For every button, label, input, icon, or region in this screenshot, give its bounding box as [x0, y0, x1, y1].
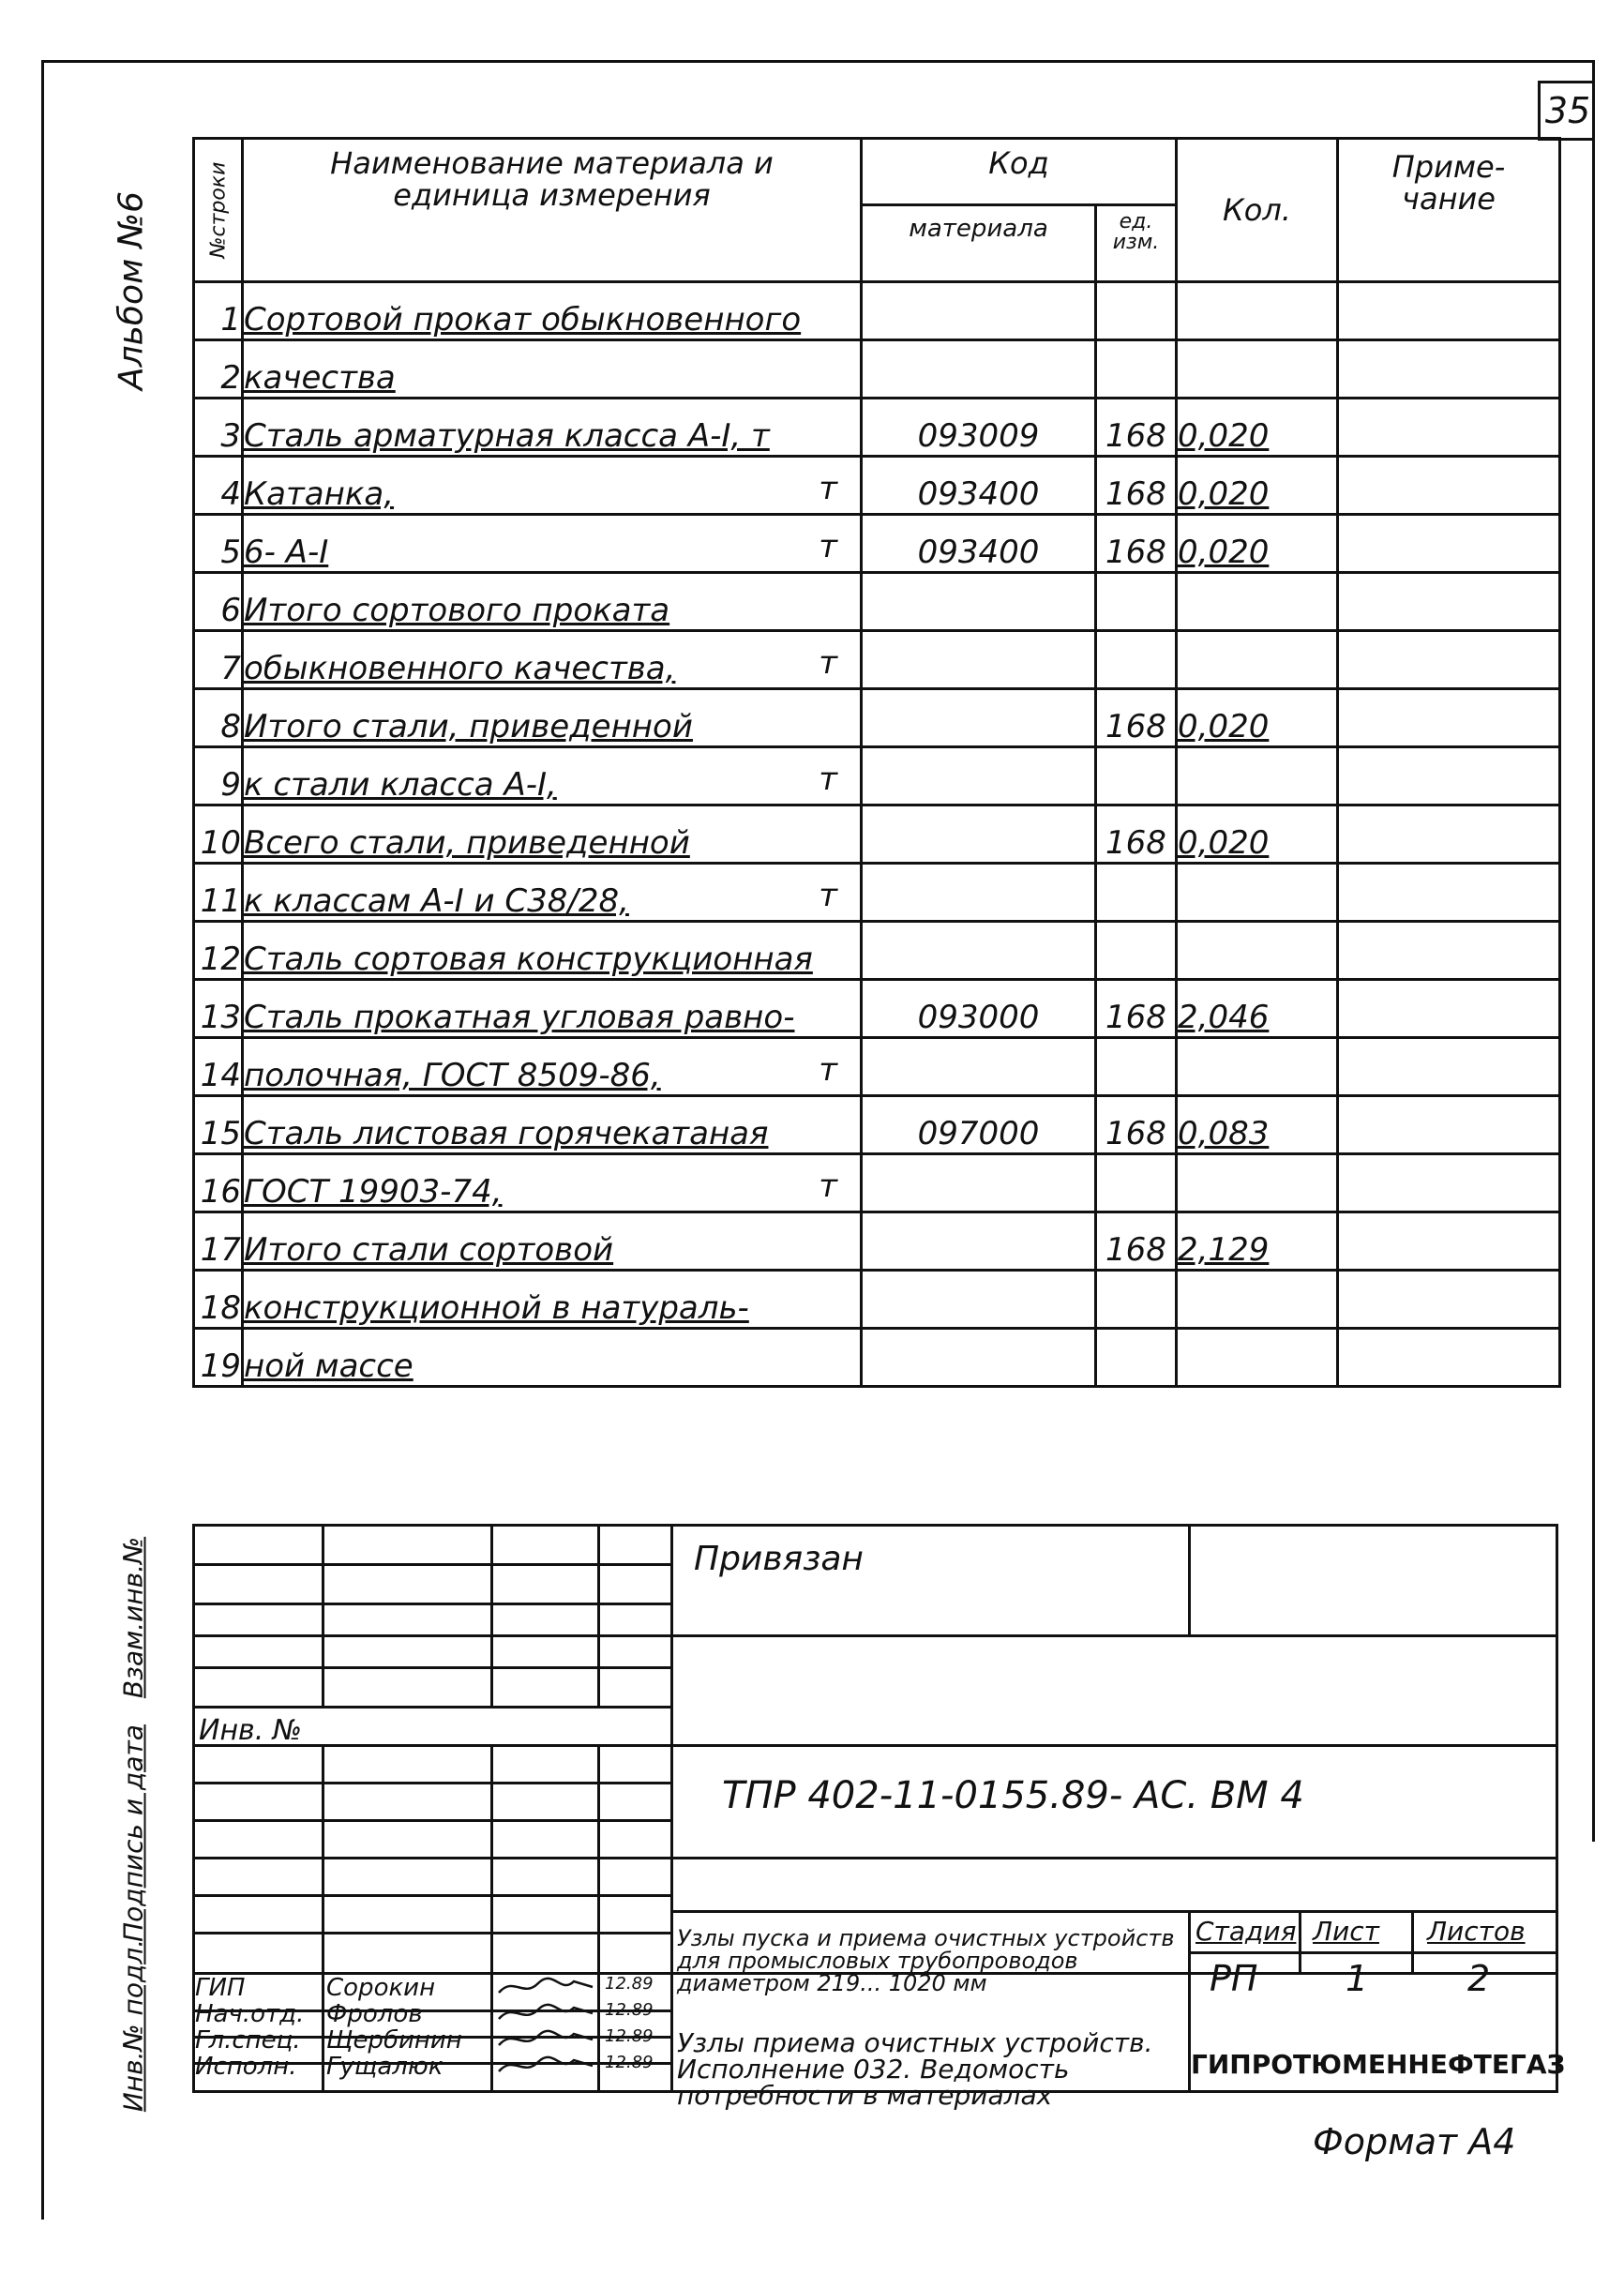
description-top: Узлы пуска и приема очистных устройств для промысловых трубопроводов диаметром 219... 1020 мм — [677, 1925, 1175, 1996]
note — [1338, 922, 1560, 980]
note — [1338, 1038, 1560, 1096]
quantity: 2,046 — [1177, 980, 1338, 1038]
header-note-text: Приме-чание — [1391, 149, 1506, 217]
materials-table — [192, 137, 1561, 1491]
unit-code — [1096, 922, 1177, 980]
note — [1338, 1271, 1560, 1329]
unit-code: 168 — [1096, 1096, 1177, 1154]
material-code — [862, 689, 1096, 747]
signer-name: Гущалюк — [326, 2053, 444, 2081]
material-code — [862, 1212, 1096, 1271]
format-label: Формат А4 — [1313, 2121, 1516, 2162]
material-code — [862, 747, 1096, 805]
signer-name: Щербинин — [326, 2026, 462, 2055]
page-number: 35 — [1538, 81, 1595, 141]
signer-date: 12.89 — [605, 2000, 654, 2020]
quantity: 2,129 — [1177, 1212, 1338, 1271]
album-title — [94, 159, 169, 422]
signer-date: 12.89 — [605, 2026, 654, 2046]
material-unit: т — [819, 1051, 837, 1089]
row-number: 3 — [194, 399, 243, 457]
row-number: 1 — [194, 282, 243, 340]
quantity: 0,020 — [1177, 399, 1338, 457]
material-name — [243, 515, 862, 573]
table-row — [194, 689, 1560, 747]
row-number: 14 — [194, 1038, 243, 1096]
row-number: 8 — [194, 689, 243, 747]
note — [1338, 515, 1560, 573]
stage-label: Стадия — [1195, 1916, 1297, 1947]
row-number: 11 — [194, 864, 243, 922]
signature-icon — [495, 2053, 598, 2079]
material-unit: т — [819, 1167, 837, 1205]
note — [1338, 399, 1560, 457]
row-number: 19 — [194, 1329, 243, 1387]
tb-line — [670, 1524, 673, 2093]
material-code — [862, 340, 1096, 399]
material-name-text: качества — [244, 359, 396, 397]
unit-code: 168 — [1096, 515, 1177, 573]
row-number: 15 — [194, 1096, 243, 1154]
tb-line — [192, 1857, 1558, 1859]
note — [1338, 1212, 1560, 1271]
quantity — [1177, 1154, 1338, 1212]
material-name-text: полочная, ГОСТ 8509-86, — [244, 1057, 661, 1094]
tb-line — [1188, 1951, 1558, 1954]
quantity: 0,083 — [1177, 1096, 1338, 1154]
quantity — [1177, 864, 1338, 922]
quantity — [1177, 631, 1338, 689]
tb-line — [1411, 1910, 1414, 1972]
quantity — [1177, 1329, 1338, 1387]
sheets-value: 2 — [1467, 1958, 1491, 1999]
signature-icon — [495, 2026, 598, 2053]
table-row — [194, 1271, 1560, 1329]
material-code: 093009 — [862, 399, 1096, 457]
unit-code: 168 — [1096, 805, 1177, 864]
material-name-text: Всего стали, приведенной — [244, 824, 690, 862]
tb-line — [322, 1744, 324, 2093]
material-name-text: Сталь прокатная угловая равно- — [244, 999, 795, 1036]
material-code — [862, 1329, 1096, 1387]
material-name-text: Итого сортового проката — [244, 592, 670, 629]
table-row — [194, 1329, 1560, 1387]
tb-line — [490, 1524, 493, 1706]
material-name — [243, 922, 862, 980]
header-name — [243, 139, 862, 282]
material-name — [243, 1038, 862, 1096]
material-name — [243, 864, 862, 922]
material-name — [243, 631, 862, 689]
tb-line — [322, 1524, 324, 1706]
table-row — [194, 922, 1560, 980]
signer-role: Нач.отд. — [195, 2000, 305, 2028]
signer-name: Сорокин — [326, 1974, 436, 2002]
header-code — [862, 139, 1177, 205]
side-stamp-1 — [105, 1524, 161, 1711]
material-name — [243, 689, 862, 747]
material-name-text: ГОСТ 19903-74, — [244, 1173, 503, 1211]
unit-code — [1096, 631, 1177, 689]
note — [1338, 747, 1560, 805]
material-name — [243, 1271, 862, 1329]
tb-line — [1299, 1910, 1301, 1972]
material-name — [243, 1096, 862, 1154]
signature-icon — [495, 1974, 598, 2000]
material-unit: т — [819, 644, 837, 682]
table-row — [194, 980, 1560, 1038]
material-name-text: Сталь сортовая конструкционная — [244, 941, 813, 978]
header-code-material-text: материала — [909, 215, 1048, 243]
material-code — [862, 1271, 1096, 1329]
sheet-label: Лист — [1313, 1916, 1379, 1947]
header-name-text: Наименование материала и единица измерения — [330, 145, 774, 213]
unit-code — [1096, 747, 1177, 805]
row-number: 5 — [194, 515, 243, 573]
table-row — [194, 631, 1560, 689]
material-code — [862, 864, 1096, 922]
stage-value: РП — [1210, 1958, 1258, 1999]
signer-role: Гл.спец. — [195, 2026, 301, 2055]
unit-code: 168 — [1096, 399, 1177, 457]
note — [1338, 1096, 1560, 1154]
table-trailing-space — [194, 1387, 1560, 1492]
tb-line — [670, 1910, 1558, 1913]
material-name — [243, 980, 862, 1038]
signer-role: Исполн. — [195, 2053, 297, 2081]
row-number: 12 — [194, 922, 243, 980]
row-number: 4 — [194, 457, 243, 515]
material-name — [243, 340, 862, 399]
row-number: 16 — [194, 1154, 243, 1212]
note — [1338, 1329, 1560, 1387]
signer-date: 12.89 — [605, 2053, 654, 2072]
material-unit: т — [819, 877, 837, 914]
tb-line — [670, 1744, 1558, 1747]
privyazan-label: Привязан — [694, 1540, 864, 1578]
material-code — [862, 922, 1096, 980]
unit-code — [1096, 573, 1177, 631]
material-name — [243, 805, 862, 864]
table-row — [194, 282, 1560, 340]
unit-code — [1096, 1329, 1177, 1387]
material-code — [862, 805, 1096, 864]
quantity: 0,020 — [1177, 515, 1338, 573]
material-name — [243, 1329, 862, 1387]
table-row — [194, 399, 1560, 457]
sheet-value: 1 — [1346, 1958, 1369, 1999]
signer-name: Фролов — [326, 2000, 423, 2028]
material-name-text: конструкционной в натураль- — [244, 1289, 749, 1327]
material-unit: т — [819, 528, 837, 565]
document-code: ТПР 402-11-0155.89- АС. ВМ 4 — [722, 1774, 1304, 1817]
unit-code — [1096, 864, 1177, 922]
header-qty — [1177, 139, 1338, 282]
row-number: 13 — [194, 980, 243, 1038]
material-name-text: к классам А-I и С38/28, — [244, 882, 629, 920]
drawing-frame-right — [1592, 60, 1595, 1842]
material-code — [862, 1038, 1096, 1096]
side-stamp-2-text: Подпись и дата — [117, 1724, 149, 1942]
table-row — [194, 747, 1560, 805]
header-code-material — [862, 205, 1096, 282]
note — [1338, 980, 1560, 1038]
signature-icon — [495, 2000, 598, 2026]
tb-line — [490, 1744, 493, 2093]
quantity — [1177, 340, 1338, 399]
material-name — [243, 1154, 862, 1212]
material-name-text: Итого стали сортовой — [244, 1231, 614, 1269]
material-name-text: Катанка, — [244, 475, 395, 513]
note — [1338, 573, 1560, 631]
header-note — [1338, 139, 1560, 282]
tb-line — [1556, 1524, 1558, 2093]
quantity: 0,020 — [1177, 805, 1338, 864]
tb-line — [597, 1524, 600, 1706]
material-code: 093000 — [862, 980, 1096, 1038]
note — [1338, 340, 1560, 399]
unit-code: 168 — [1096, 457, 1177, 515]
table-row — [194, 805, 1560, 864]
row-number: 18 — [194, 1271, 243, 1329]
unit-code — [1096, 1154, 1177, 1212]
material-name-text: ной массе — [244, 1347, 414, 1385]
quantity — [1177, 1271, 1338, 1329]
material-name-text: 6- А-I — [244, 534, 329, 571]
material-name-text: обыкновенного качества, — [244, 650, 676, 687]
quantity — [1177, 282, 1338, 340]
organization-name: ГИПРОТЮМЕННЕФТЕГАЗ — [1191, 2049, 1566, 2080]
note — [1338, 689, 1560, 747]
header-code-unit-text: ед. изм. — [1112, 210, 1160, 254]
material-name-text: Сталь арматурная класса А-I, т — [244, 417, 770, 455]
unit-code — [1096, 340, 1177, 399]
inv-number-label: Инв. № — [199, 1714, 303, 1747]
side-stamp-3-text: Инв.№ подл. — [117, 1938, 149, 2113]
table-row — [194, 1212, 1560, 1271]
quantity: 0,020 — [1177, 457, 1338, 515]
table-row — [194, 515, 1560, 573]
row-number: 6 — [194, 573, 243, 631]
side-stamp-1-text: Взам.инв.№ — [117, 1536, 149, 1699]
quantity: 0,020 — [1177, 689, 1338, 747]
row-number: 10 — [194, 805, 243, 864]
signer-role: ГИП — [195, 1974, 246, 2002]
material-name — [243, 747, 862, 805]
tb-line — [192, 1524, 1558, 1527]
material-name-text: к стали класса А-I, — [244, 766, 557, 804]
tb-line — [1188, 1524, 1191, 1634]
row-number: 9 — [194, 747, 243, 805]
unit-code — [1096, 1271, 1177, 1329]
quantity — [1177, 1038, 1338, 1096]
table-row — [194, 864, 1560, 922]
material-name — [243, 282, 862, 340]
note — [1338, 631, 1560, 689]
table-row — [194, 1154, 1560, 1212]
material-unit: т — [819, 760, 837, 798]
row-number: 2 — [194, 340, 243, 399]
note — [1338, 805, 1560, 864]
material-name-text: Итого стали, приведенной — [244, 708, 693, 745]
header-row-num — [194, 139, 243, 282]
unit-code: 168 — [1096, 689, 1177, 747]
quantity — [1177, 747, 1338, 805]
header-code-unit — [1096, 205, 1177, 282]
note — [1338, 1154, 1560, 1212]
header-row-num-text: №строки — [206, 161, 230, 259]
material-code: 097000 — [862, 1096, 1096, 1154]
sheets-label: Листов — [1427, 1916, 1526, 1947]
material-name — [243, 1212, 862, 1271]
unit-code: 168 — [1096, 1212, 1177, 1271]
unit-code: 168 — [1096, 980, 1177, 1038]
table-row — [194, 457, 1560, 515]
material-name-text: Сортовой прокат обыкновенного — [244, 301, 802, 339]
note — [1338, 282, 1560, 340]
material-name — [243, 399, 862, 457]
table-row — [194, 1096, 1560, 1154]
album-title-text: Альбом №6 — [112, 190, 151, 391]
unit-code — [1096, 282, 1177, 340]
quantity — [1177, 573, 1338, 631]
side-stamp-2 — [105, 1711, 161, 1955]
note — [1338, 864, 1560, 922]
header-qty-text: Кол. — [1223, 192, 1291, 228]
signer-date: 12.89 — [605, 1974, 654, 1994]
description-bottom: Узлы приема очистных устройств. Исполнение 032. Ведомость потребности в материалах — [677, 2027, 1153, 2111]
material-name — [243, 457, 862, 515]
material-code: 093400 — [862, 457, 1096, 515]
table-row — [194, 1038, 1560, 1096]
note — [1338, 457, 1560, 515]
material-code — [862, 573, 1096, 631]
material-unit: т — [819, 470, 837, 507]
material-code — [862, 1154, 1096, 1212]
table-row — [194, 573, 1560, 631]
unit-code — [1096, 1038, 1177, 1096]
material-code — [862, 282, 1096, 340]
row-number: 17 — [194, 1212, 243, 1271]
side-stamp-3 — [105, 1938, 161, 2113]
material-name-text: Сталь листовая горячекатаная — [244, 1115, 769, 1152]
material-code — [862, 631, 1096, 689]
quantity — [1177, 922, 1338, 980]
row-number: 7 — [194, 631, 243, 689]
tb-line — [192, 1706, 670, 1708]
table-row — [194, 340, 1560, 399]
material-code: 093400 — [862, 515, 1096, 573]
header-code-text: Код — [988, 145, 1049, 181]
tb-line — [192, 1634, 1558, 1637]
material-name — [243, 573, 862, 631]
